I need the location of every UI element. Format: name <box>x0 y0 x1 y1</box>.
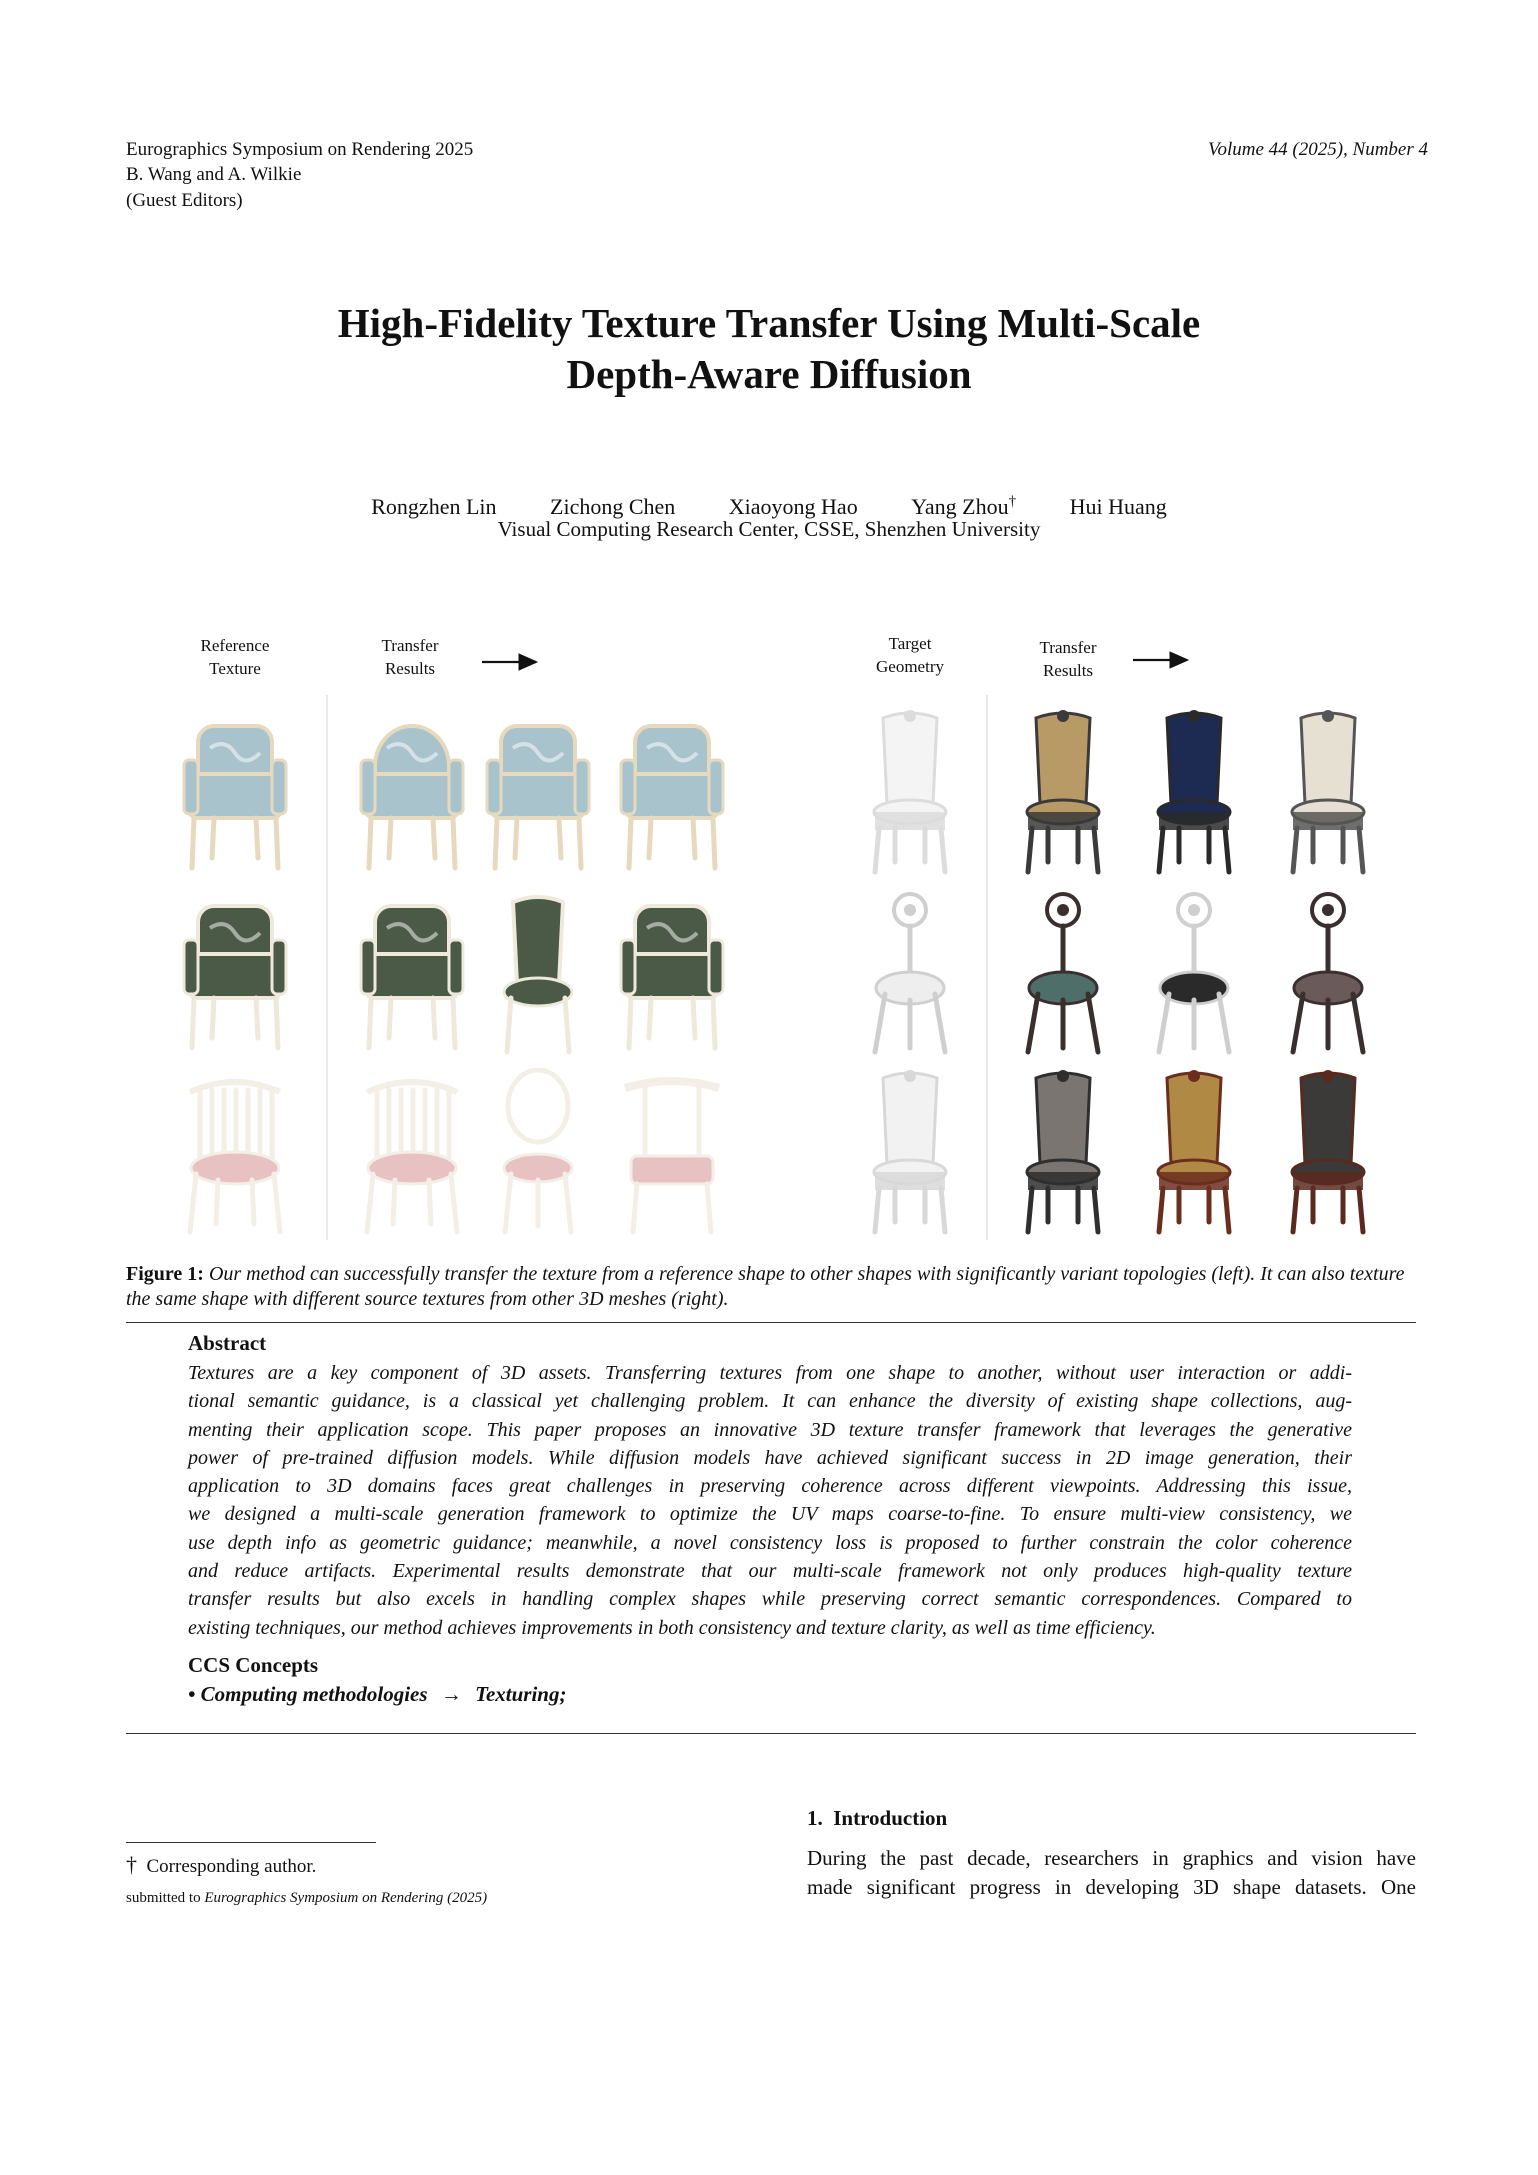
volume-info: Volume 44 (2025), Number 4 <box>1207 139 1428 160</box>
abstract-line: use depth info as geometric guidance; meanwhile, a novel consistency loss is proposed to further constrain the color coherence <box>188 1531 1352 1554</box>
ccs-heading: CCS Concepts <box>188 1653 319 1677</box>
caption-label: Figure 1: <box>126 1263 204 1285</box>
abstract-body <box>188 1359 1352 1642</box>
abstract-heading: Abstract <box>188 1331 267 1355</box>
chair-illustration <box>998 708 1128 878</box>
chair-illustration <box>845 888 975 1058</box>
abstract-line: Textures are a key component of 3D assets. Transferring textures from one shape to another, without user interaction or addi- <box>188 1362 1352 1384</box>
corresponding-mark: † <box>1008 494 1017 510</box>
ccs-concept: • Computing methodologies → Texturing; <box>188 1682 567 1706</box>
label-transfer-left: Transfer Results <box>381 636 439 678</box>
bottom-rule <box>126 1733 1416 1734</box>
guest-editors: (Guest Editors) <box>126 190 243 211</box>
top-rule <box>126 1322 1416 1323</box>
chair-illustration <box>1263 1068 1393 1238</box>
caption-text: Our method can successfully transfer the texture from a reference shape to other shapes with significantly variant topologies (left). It can also texture the same shape with different source textures from other 3D meshes (right). <box>126 1263 1405 1310</box>
chair-illustration <box>170 888 300 1058</box>
author-name: Zichong Chen <box>550 494 676 520</box>
chair-illustration <box>473 888 603 1058</box>
chair-illustration <box>1263 888 1393 1058</box>
footnote-rule <box>126 1842 376 1843</box>
abstract-line: power of pre-trained diffusion models. While diffusion models have achieved significant success in 2D image generation, their <box>188 1446 1352 1469</box>
chair-illustration <box>845 1068 975 1238</box>
label-target: Target Geometry <box>876 634 944 676</box>
editors: B. Wang and A. Wilkie <box>126 164 302 185</box>
intro-heading: 1. Introduction <box>807 1806 948 1830</box>
chair-illustration <box>1129 888 1259 1058</box>
chair-illustration <box>170 1068 300 1238</box>
abstract-line: we designed a multi-scale generation framework to optimize the UV maps coarse-to-fine. To ensure multi-view consistency, we <box>188 1503 1352 1526</box>
intro-body: During the past decade, researchers in graphics and vision have made significant progress in developing 3D shape datasets. One <box>807 1846 1416 1899</box>
author-name: Hui Huang <box>1069 494 1167 520</box>
conference-name: Eurographics Symposium on Rendering 2025 <box>126 139 474 160</box>
abstract-line: and reduce artifacts. Experimental results demonstrate that our multi-scale framework not only produces high-quality texture <box>188 1560 1352 1583</box>
chair-illustration <box>607 1068 737 1238</box>
chair-illustration <box>998 1068 1128 1238</box>
chair-illustration <box>1129 1068 1259 1238</box>
chair-illustration <box>1129 708 1259 878</box>
chair-illustration <box>607 888 737 1058</box>
author-name: Rongzhen Lin <box>371 494 497 520</box>
chair-illustration <box>473 1068 603 1238</box>
abstract-line: existing techniques, our method achieves improvements in both consistency and texture clarity, as well as time efficiency. <box>188 1616 1156 1639</box>
author-name: Xiaoyong Hao <box>728 494 858 520</box>
chair-illustration <box>607 708 737 878</box>
label-transfer-right: Transfer Results <box>1039 638 1097 680</box>
chair-illustration <box>347 888 477 1058</box>
chair-illustration <box>998 888 1128 1058</box>
affiliation: Visual Computing Research Center, CSSE, Shenzhen University <box>497 517 1041 541</box>
author-name: Yang Zhou† <box>911 494 1017 520</box>
paper-title-line-1: High-Fidelity Texture Transfer Using Multi-Scale <box>337 300 1201 346</box>
chair-illustration <box>473 708 603 878</box>
footnote: † Corresponding author. <box>126 1852 317 1877</box>
chair-illustration <box>170 708 300 878</box>
paper-title-line-2: Depth-Aware Diffusion <box>566 351 972 397</box>
chair-illustration <box>1263 708 1393 878</box>
abstract-line: tional semantic guidance, is a classical yet challenging problem. It can enhance the diversity of existing shape collections, aug- <box>188 1390 1352 1413</box>
chair-illustration <box>845 708 975 878</box>
arrow-icon: → <box>440 1682 462 1706</box>
abstract-line: transfer results but also excels in handling complex shapes while preserving correct semantic correspondences. Compared to <box>188 1588 1352 1611</box>
label-reference: Reference Texture <box>200 636 270 678</box>
figure-caption <box>126 1262 1416 1312</box>
chair-illustration <box>347 708 477 878</box>
chair-illustration <box>347 1068 477 1238</box>
submitted-note: submitted to Eurographics Symposium on Rendering (2025) <box>126 1890 488 1906</box>
abstract-line: menting their application scope. This paper proposes an innovative 3D texture transfer framework that leverages the generative <box>188 1418 1352 1441</box>
abstract-line: application to 3D domains faces great challenges in preserving coherence across different viewpoints. Addressing this issue, <box>188 1475 1352 1498</box>
